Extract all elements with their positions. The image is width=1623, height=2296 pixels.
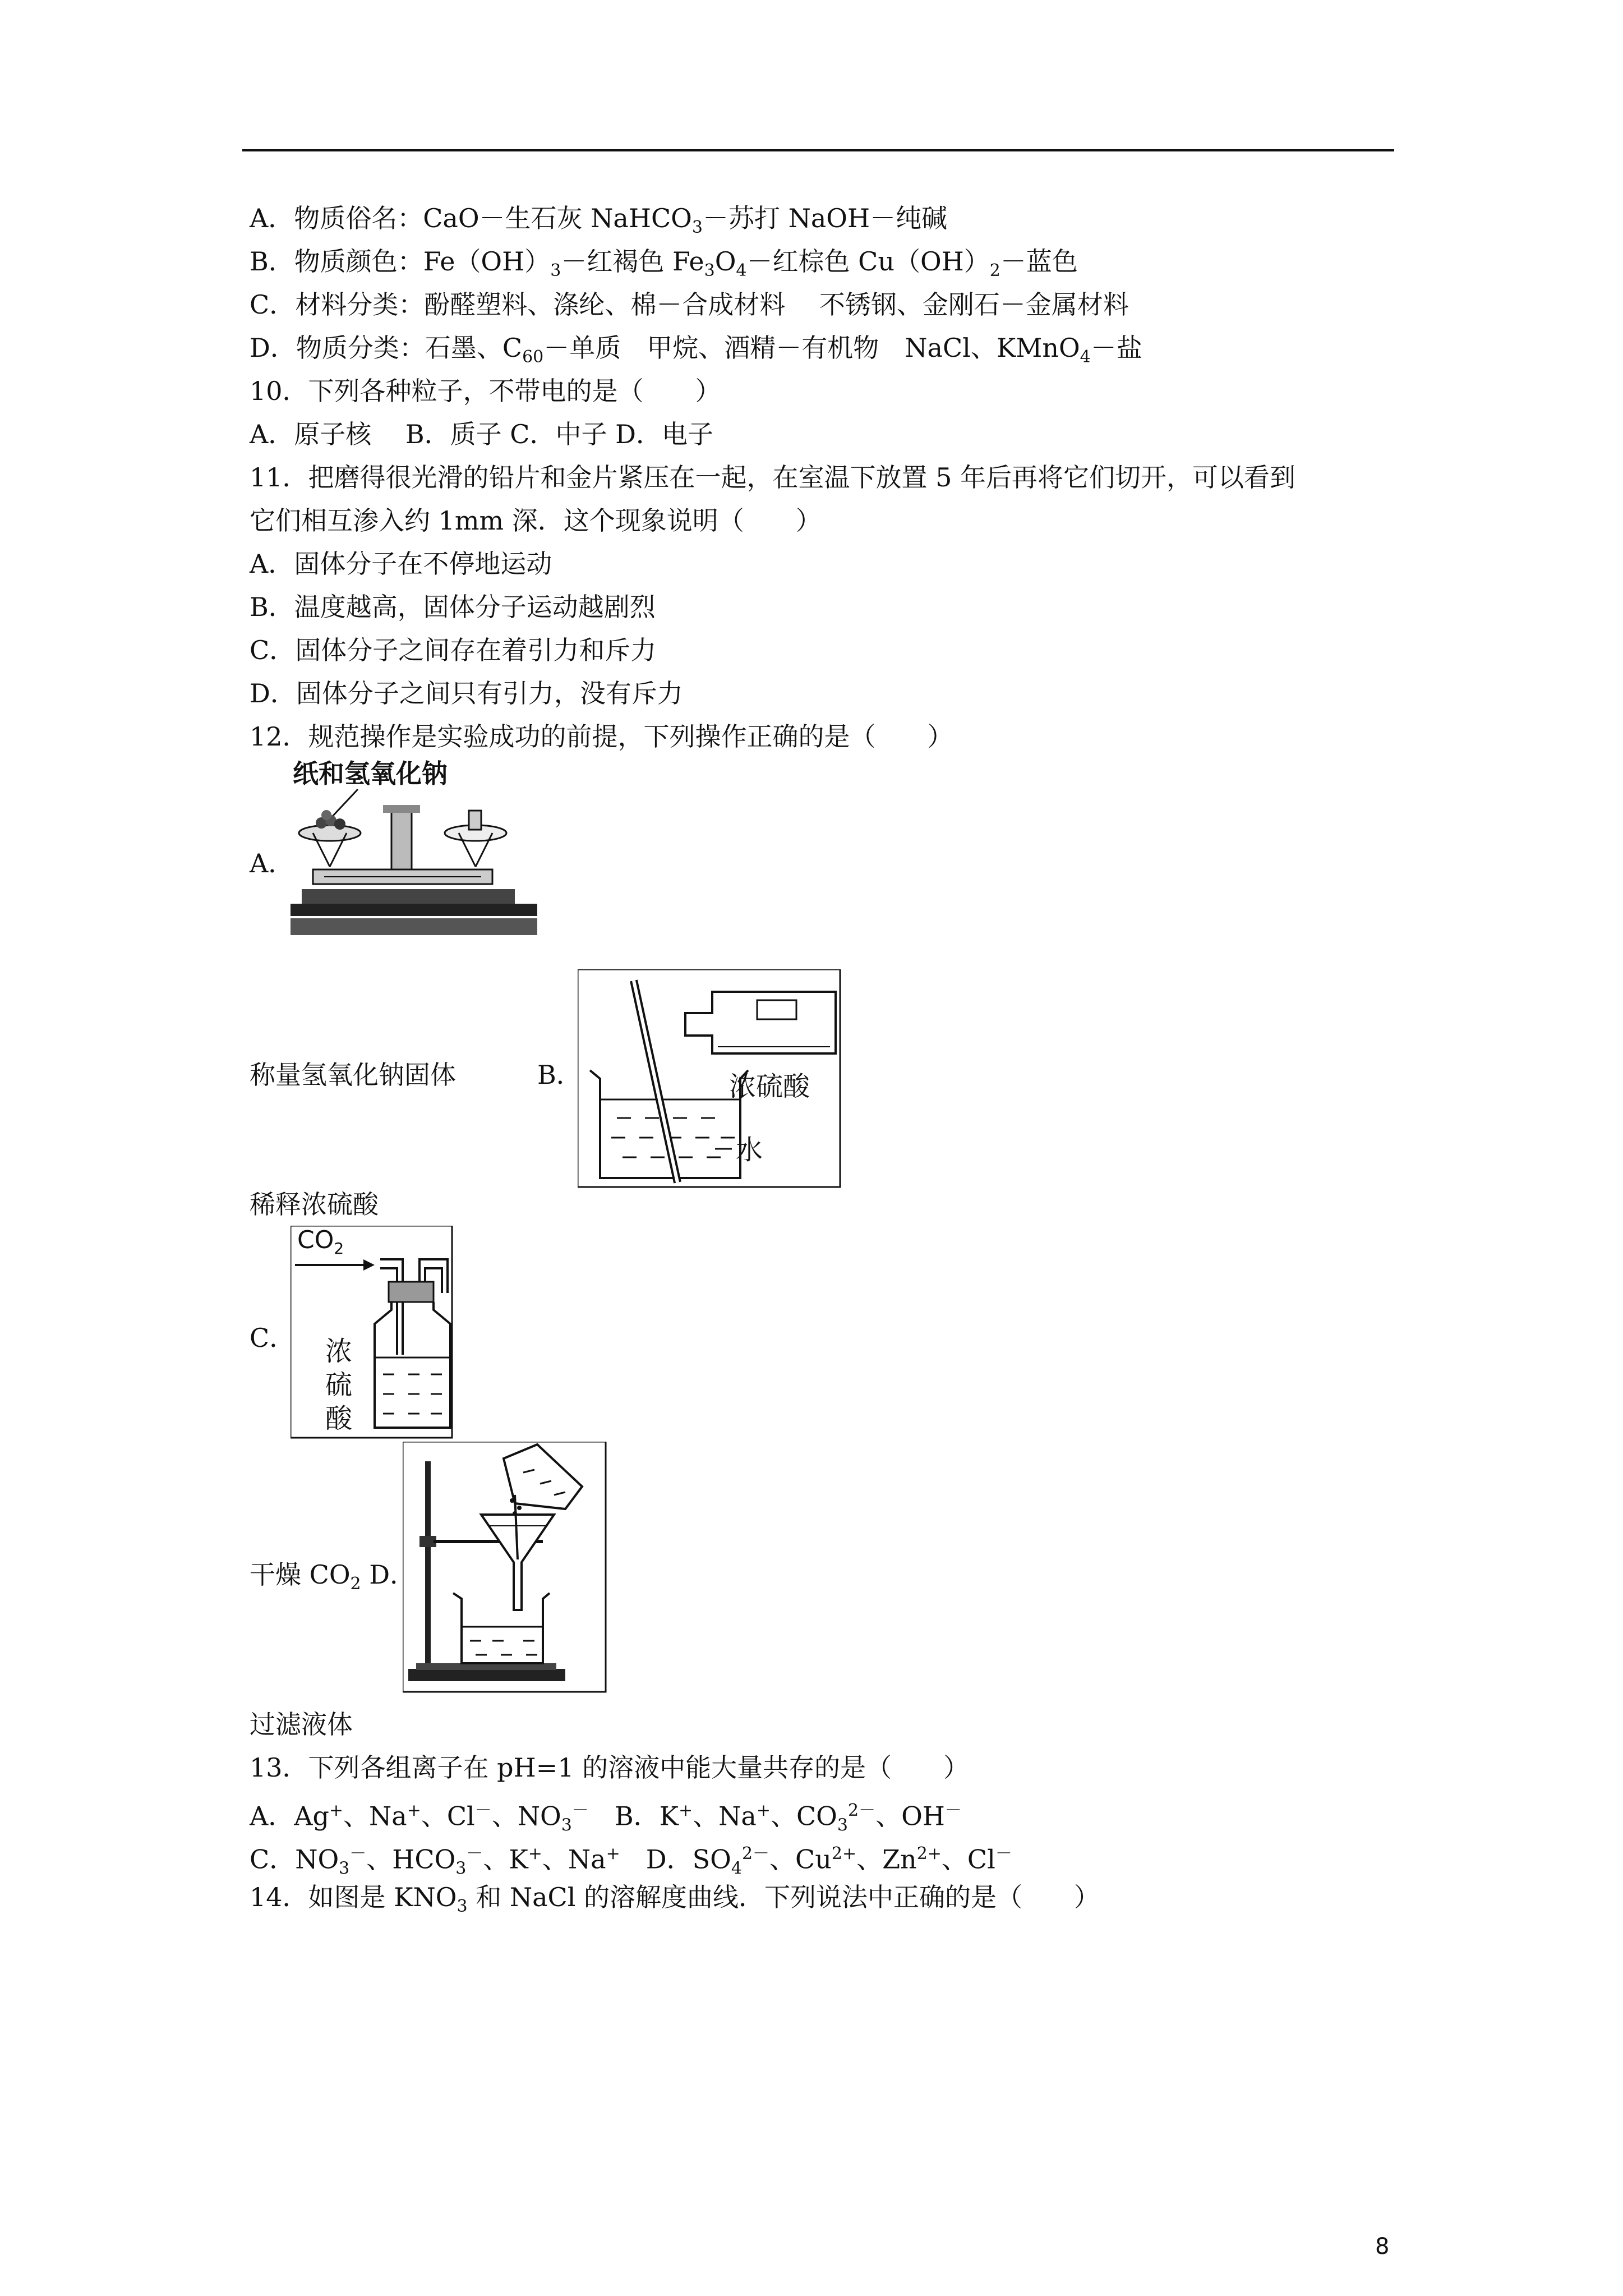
q12-figure-d-filtration (403, 1442, 607, 1693)
q9-option-c: C．材料分类：酚醛塑料、涤纶、棉－合成材料 不锈钢、金刚石－金属材料 (250, 289, 1129, 320)
q12-figure-c-liquid-label-3: 酸 (325, 1403, 353, 1434)
q12-option-b-letter: B． (537, 1060, 582, 1090)
q10-options: A．原子核 B．质子 C．中子 D．电子 (250, 419, 713, 449)
q12-option-a-caption: 称量氢氧化钠固体 (250, 1060, 456, 1090)
q12-figure-b-acid-label: 浓硫酸 (729, 1071, 810, 1102)
q12-figure-a-label: 纸和氢氧化钠 (293, 758, 448, 789)
header-rule (242, 149, 1394, 151)
q12-figure-b-water-label: 水 (736, 1134, 763, 1166)
q9-option-a: A．物质俗名：CaO－生石灰 NaHCO$_3$－苏打 NaOH－纯碱 (250, 203, 948, 238)
q9-option-d: D．物质分类：石墨、$C_{60}-$单质 甲烷、酒精－有机物 NaCl、KMnO$_4$－盐 (250, 333, 1142, 367)
q13-options-line1: A．Ag+、Na+、Cl－、$NO_3^-$ B．K+、Na+、$CO_3^{2-}$、OH－ (250, 1801, 962, 1835)
page-number: 8 (1375, 2234, 1390, 2260)
q10-stem: 10．下列各种粒子，不带电的是（ ） (250, 376, 721, 406)
q12-figure-c-liquid-label-1: 浓 (325, 1336, 353, 1367)
q12-option-d-caption: 过滤液体 (250, 1709, 353, 1740)
q12-figure-a-balance (291, 754, 543, 945)
q12-figure-b-dilution (578, 969, 841, 1188)
q12-option-b-caption: 稀释浓硫酸 (250, 1189, 379, 1220)
q11-option-d: D．固体分子之间只有引力，没有斥力 (250, 678, 683, 708)
q12-figure-c-gas-label: $CO_2$ (297, 1226, 344, 1258)
q12-figure-c-gas-wash-bottle (291, 1226, 453, 1439)
q12-option-c-caption: 干燥 $CO_2$ D． (250, 1559, 416, 1594)
q12-option-c-letter: C． (250, 1323, 296, 1353)
q14-stem: 14．如图是 $KNO_3$ 和 NaCl 的溶解度曲线．下列说法中正确的是（ ） (250, 1882, 1100, 1917)
q9-option-b: B．物质颜色：$Fe(OH)_3-$红褐色 $Fe_3O_4-$红棕色 $Cu(OH)_2-$蓝色 (250, 246, 1078, 281)
q13-options-line2: C．$NO_3^-$、$HCO_3^-$、K+、Na+ D．$SO_4^{2-}$、$Cu^{2+}$、$Zn^{2+}$、Cl－ (250, 1844, 1012, 1879)
q11-stem-line1: 11．把磨得很光滑的铅片和金片紧压在一起，在室温下放置 5 年后再将它们切开，可以看到 (250, 462, 1296, 493)
q13-stem: 13．下列各组离子在 pH=1 的溶液中能大量共存的是（ ） (250, 1752, 970, 1783)
q11-option-a: A．固体分子在不停地运动 (250, 549, 552, 579)
q11-option-b: B．温度越高，固体分子运动越剧烈 (250, 592, 656, 622)
q11-option-c: C．固体分子之间存在着引力和斥力 (250, 635, 657, 665)
q12-option-a-letter: A． (250, 848, 294, 878)
q11-stem-line2: 它们相互渗入约 1mm 深．这个现象说明（ ） (250, 505, 822, 536)
q12-stem: 12．规范操作是实验成功的前提，下列操作正确的是（ ） (250, 721, 953, 752)
q12-figure-c-liquid-label-2: 硫 (325, 1369, 353, 1401)
